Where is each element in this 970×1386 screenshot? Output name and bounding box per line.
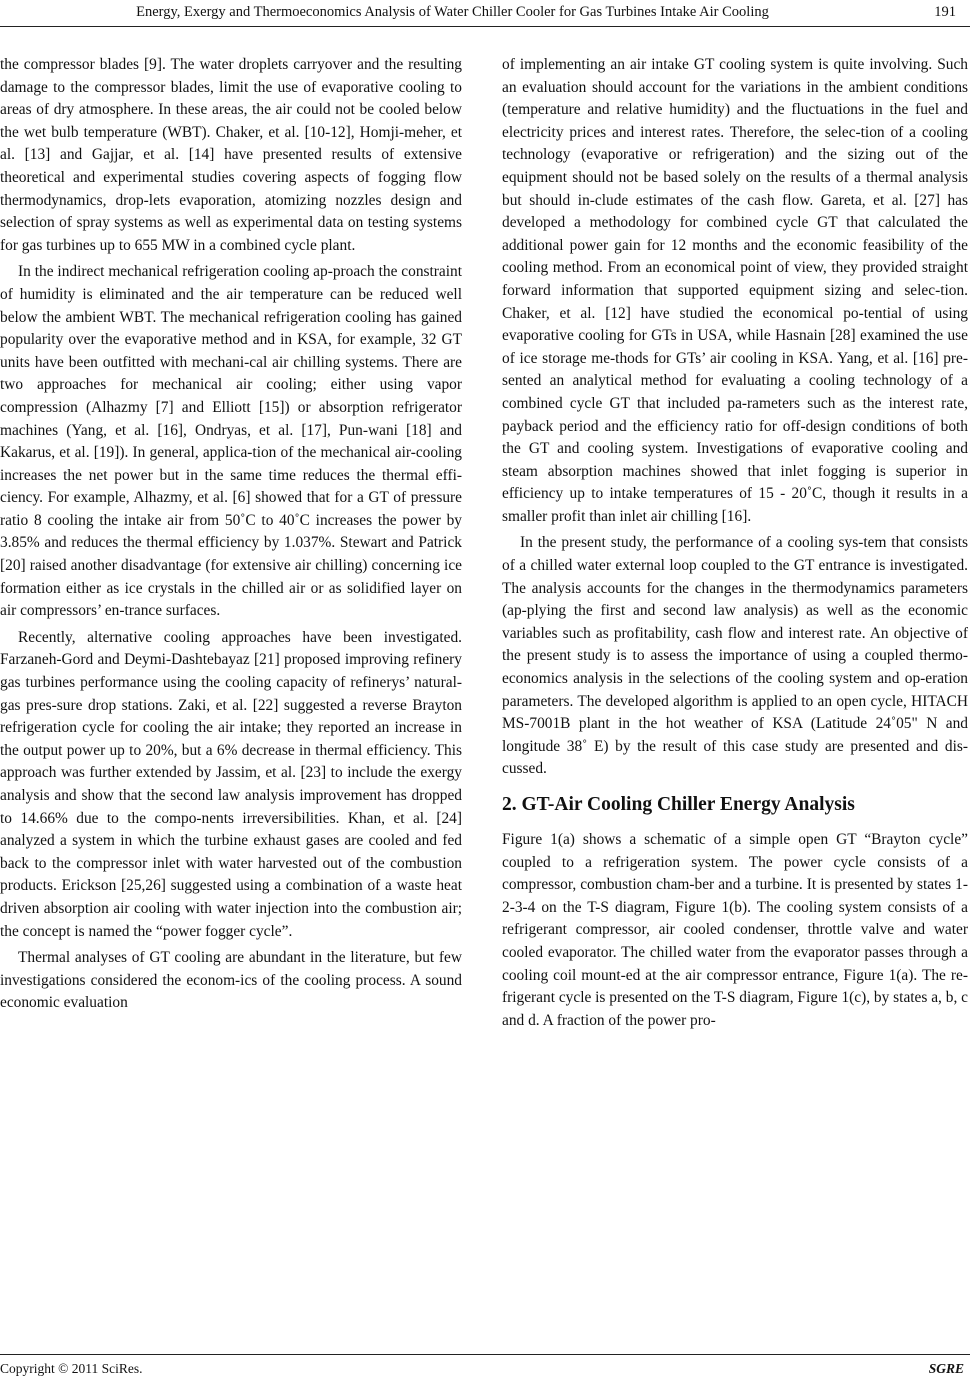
left-column	[0, 54, 462, 1019]
paragraph: Recently, alternative cooling approaches have been investigated. Farzaneh-Gord and Deymi-Dashtebayaz [21] proposed improving refinery gas turbines performance using the cooling capacity of refinerys’ natural-gas pres-sure drop stations. Zaki, et al. [22] suggested a reverse Brayton refrigeration cycle for cooling the air intake; they reported an increase in the output power up to 20%, but a 6% decrease in thermal efficiency. This approach was further extended by Jassim, et al. [23] to include the exergy analysis and show that the second law analysis improvement has dropped to 14.66% due to the compo-nents irreversibilities. Khan, et al. [24] analyzed a system in which the turbine exhaust gases are cooled and fed back to the compressor inlet with water harvested out of the combustion products. Erickson [25,26] suggested using a combination of a waste heat driven absorption air cooling with water injection into the combustion air; the concept is named the “power fogger cycle”.	[0, 628, 462, 940]
copyright-notice: Copyright © 2011 SciRes.	[0, 1361, 143, 1376]
paragraph: the compressor blades [9]. The water droplets carryover and the resulting damage to the compressor blades, limit the use of evaporative cooling to areas of dry atmosphere. In these areas, the air could not be cooled below the wet bulb temperature (WBT). Chaker, et al. [10-12], Homji-meher, et al. [13] and Gajjar, et al. [14] have presented results of extensive theoretical and experimental studies covering aspects of fogging flow thermodynamics, drop-lets evaporation, atomizing nozzles design and selection of spray systems as well as experimental data on testing systems for gas turbines up to 655 MW in a combined cycle plant.	[0, 56, 462, 254]
paragraph: In the present study, the performance of a cooling sys-tem that consists of a chilled water external loop coupled to the GT entrance is investigated. The analysis accounts for the changes in the thermodynamics parameters (ap-plying the first and second law analysis) as well as the economic variables such as profitability, cash flow and interest rate. An objective of the present study is to assess the importance of using a coupled thermo-economics analysis in the selections of the cooling system and op-eration parameters. The developed algorithm is applied to an open cycle, HITACH MS-7001B plant in the hot weather of KSA (Latitude 24˚05" N and longitude 38˚ E) by the result of this case study are presented and dis-cussed.	[502, 534, 968, 778]
section-title: 2. GT-Air Cooling Chiller Energy Analysis	[502, 794, 855, 815]
page-header	[0, 0, 970, 30]
paragraph: Thermal analyses of GT cooling are abundant in the literature, but few investigations considered the econom-ics of the cooling process. A sound economic evaluation	[0, 949, 462, 1012]
journal-abbreviation: SGRE	[928, 1361, 964, 1376]
paragraph: Figure 1(a) shows a schematic of a simple open GT “Brayton cycle” coupled to a refrigeration system. The power cycle consists of a compressor, combustion cham-ber and a turbine. It is presented by states 1-2-3-4 on the T-S diagram, Figure 1(b). The cooling system consists of a refrigerant compressor, air cooled condenser, throttle valve and water cooled evaporator. The chilled water from the evaporator passes through a cooling coil mount-ed at the air compressor entrance, Figure 1(a). The re-frigerant cycle is presented on the T-S diagram, Figure 1(c), by states a, b, c and d. A fraction of the power pro-	[502, 831, 968, 1029]
paragraph: In the indirect mechanical refrigeration cooling ap-proach the constraint of humidity is eliminated and the air temperature can be reduced well below the ambient WBT. The mechanical refrigeration cooling has gained popularity over the evaporative method and in KSA, for example, 32 GT units have been outfitted with mechani-cal air chilling systems. There are two approaches for mechanical air cooling; either using vapor compression (Alhazmy [7] and Elliott [15]) or absorption refrigerator machines (Yang, et al. [16], Ondryas, et al. [17], Pun-wani [18] and Kakarus, et al. [19]). In general, applica-tion of the mechanical air-cooling increases the net power but in the same time reduces the thermal effi-ciency. For example, Alhazmy, et al. [6] showed that for a GT of pressure ratio 8 cooling the intake air from 50˚C to 40˚C increases the power by 3.85% and reduces the thermal efficiency by 1.037%. Stewart and Patrick [20] raised another disadvantage (for extensive air chilling) concerning ice formation either as ice crystals in the chilled air or as solidified layer on air compressors’ en-trance surfaces.	[0, 263, 462, 620]
header-rule	[0, 26, 970, 27]
page-number: 191	[934, 4, 956, 20]
running-title: Energy, Exergy and Thermoeconomics Analysis of Water Chiller Cooler for Gas Turbines Intake Air Cooling	[136, 4, 769, 20]
footer-rule	[0, 1354, 970, 1355]
right-column	[502, 54, 968, 1036]
paragraph: of implementing an air intake GT cooling system is quite involving. Such an evaluation should account for the variations in the ambient conditions (temperature and relative humidity) and the fluctuations in the fuel and electricity prices and interest rates. Therefore, the selec-tion of a cooling technology (evaporative or refrigeration) and the sizing out of the equipment should not be based solely on the results of a thermal analysis but should in-clude estimates of the cash flow. Gareta, et al. [27] has developed a methodology for combined cycle GT that calculated the additional power gain for 12 months and the economic feasibility of the cooling method. From an economical point of view, they provided straight forward information that supported equipment sizing and selec-tion. Chaker, et al. [12] have studied the economical po-tential of using evaporative cooling for GTs in USA, while Hasnain [28] examined the use of ice storage me-thods for GTs’ air cooling in KSA. Yang, et al. [16] pre-sented an analytical method for evaluating a cooling technology of a combined cycle GT that included pa-rameters such as the interest rate, payback period and the efficiency ratio for off-design conditions of both the GT and cooling system. Investigations of evaporative cooling and steam absorption machines showed that inlet fogging is superior in efficiency up to intake temperatures of 15 - 20˚C, though it results in a smaller profit than inlet air chilling [16].	[502, 56, 968, 525]
